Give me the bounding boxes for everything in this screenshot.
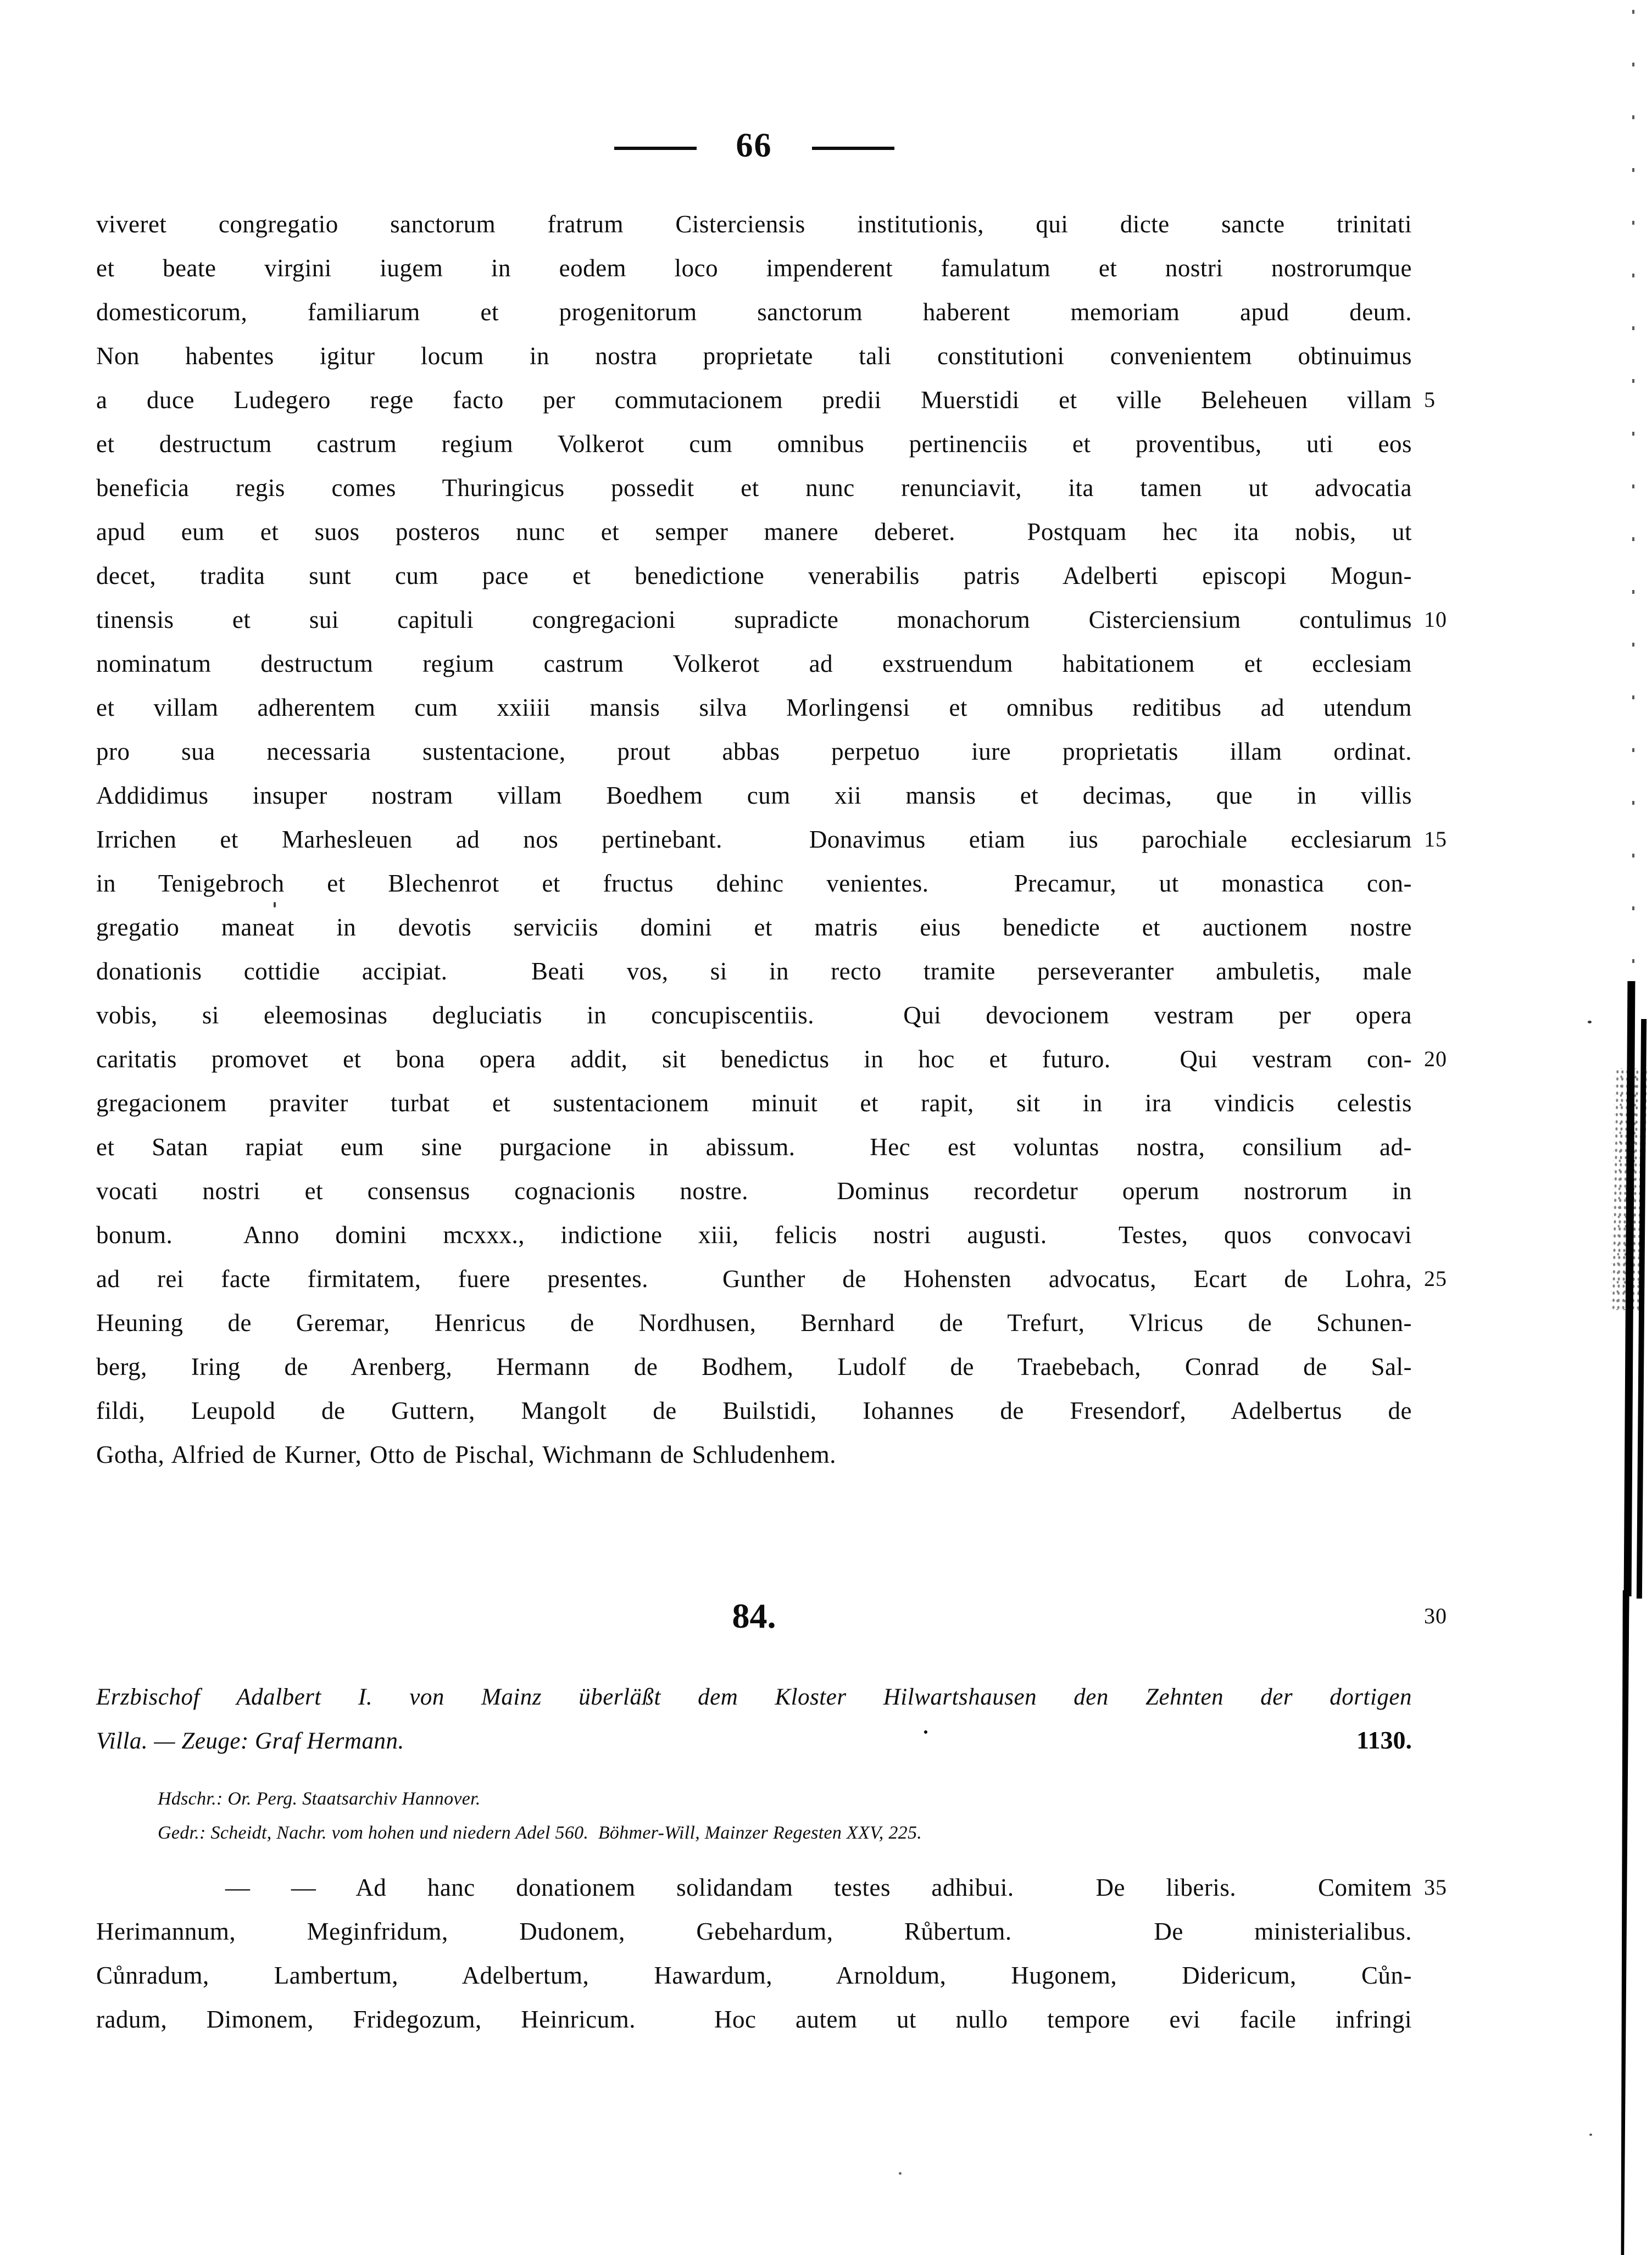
text-line-content: et beate virgini iugem in eodem loco impenderent famulatum et nostri nostrorumque	[96, 254, 1412, 282]
text-line-content: apud eum et suos posteros nunc et semper manere deberet. Postquam hec ita nobis, ut	[96, 518, 1412, 545]
text-line-content: beneficia regis comes Thuringicus possedit et nunc renunciavit, ita tamen ut advocatia	[96, 474, 1412, 502]
text-line	[96, 1389, 1412, 1433]
text-line	[96, 1866, 1447, 1909]
text-line-content: fildi, Leupold de Guttern, Mangolt de Builstidi, Iohannes de Fresendorf, Adelbertus de	[96, 1397, 1412, 1424]
text-line	[96, 598, 1447, 642]
summary-line: Erzbischof Adalbert I. von Mainz überläßt dem Kloster Hilwartshausen den Zehnten der dortigen	[96, 1684, 1412, 1710]
text-line	[96, 773, 1412, 817]
text-line-content: Heuning de Geremar, Henricus de Nordhusen, Bernhard de Trefurt, Vlricus de Schunen-	[96, 1309, 1412, 1337]
text-line	[96, 1037, 1447, 1081]
text-line	[96, 1213, 1412, 1257]
text-line	[96, 905, 1412, 949]
text-line	[96, 1909, 1412, 1953]
scan-artifact-noise	[1611, 1068, 1647, 1311]
scan-artifact-speck	[924, 1730, 927, 1734]
text-line-content: et villam adherentem cum xxiiii mansis silva Morlingensi et omnibus reditibus ad utendum	[96, 694, 1412, 721]
text-line	[96, 686, 1412, 730]
text-line	[96, 949, 1412, 993]
page-number: 66	[736, 127, 772, 164]
margin-line-number: 20	[1424, 1046, 1447, 1071]
source-line-gedruckt: Gedr.: Scheidt, Nachr. vom hohen und niedern Adel 560. Böhmer-Will, Mainzer Regesten XXV, 225.	[158, 1823, 922, 1843]
text-column	[96, 202, 1447, 2041]
text-line	[96, 466, 1412, 510]
text-line	[96, 642, 1412, 686]
summary-line: Villa. — Zeuge: Graf Hermann.	[96, 1728, 404, 1754]
summary-row	[96, 1719, 1412, 1763]
text-line-content: viveret congregatio sanctorum fratrum Cisterciensis institutionis, qui dicte sancte trinitati	[96, 210, 1412, 238]
text-line	[96, 246, 1412, 290]
text-line-content: Irrichen et Marhesleuen ad nos pertinebant. Donavimus etiam ius parochiale ecclesiarum	[96, 826, 1412, 853]
text-line-content: Gotha, Alfried de Kurner, Otto de Pischal, Wichmann de Schludenhem.	[96, 1441, 836, 1468]
text-line-content: bonum. Anno domini mcxxx., indictione xiii, felicis nostri augusti. Testes, quos convocavi	[96, 1221, 1412, 1249]
margin-line-number: 25	[1424, 1266, 1447, 1291]
text-line	[96, 510, 1412, 554]
text-line-content: caritatis promovet et bona opera addit, sit benedictus in hoc et futuro. Qui vestram con-	[96, 1045, 1412, 1073]
margin-line-number: 10	[1424, 607, 1447, 632]
text-line-content: vobis, si eleemosinas degluciatis in concupiscentiis. Qui devocionem vestram per opera	[96, 1001, 1412, 1029]
text-line-content: donationis cottidie accipiat. Beati vos, si in recto tramite perseveranter ambuletis, male	[96, 957, 1412, 985]
text-line	[96, 290, 1412, 334]
scan-artifact-speck	[899, 2172, 902, 2175]
text-line	[96, 1997, 1412, 2041]
text-line-content: et Satan rapiat eum sine purgacione in abissum. Hec est voluntas nostra, consilium ad-	[96, 1133, 1412, 1161]
entry-regest-summary	[96, 1675, 1412, 1763]
text-line-content: a duce Ludegero rege facto per commutacionem predii Muerstidi et ville Beleheuen villam	[96, 386, 1412, 414]
scan-artifact-speck	[274, 902, 276, 907]
scan-artifact-speck	[1588, 1021, 1592, 1023]
header-rule-left	[614, 147, 697, 150]
charter-83-continuation-text	[96, 202, 1447, 1477]
header-rule-right	[812, 147, 894, 150]
text-line-content: Addidimus insuper nostram villam Boedhem cum xii mansis et decimas, que in villis	[96, 782, 1412, 809]
charter-84-text	[96, 1866, 1447, 2041]
scan-artifact-streak	[1618, 1590, 1629, 2255]
margin-line-number: 35	[1424, 1875, 1447, 1900]
text-line-content: radum, Dimonem, Fridegozum, Heinricum. Hoc autem ut nullo tempore evi facile infringi	[96, 2006, 1412, 2033]
entry-number: 84.	[732, 1596, 776, 1635]
margin-line-number: 30	[1424, 1603, 1447, 1628]
text-line	[96, 1433, 1412, 1477]
text-line	[96, 334, 1412, 378]
margin-line-number: 5	[1424, 387, 1436, 412]
text-line-content: berg, Iring de Arenberg, Hermann de Bodhem, Ludolf de Traebebach, Conrad de Sal-	[96, 1353, 1412, 1380]
text-line	[96, 1345, 1412, 1389]
text-line	[96, 993, 1412, 1037]
source-line-handschrift: Hdschr.: Or. Perg. Staatsarchiv Hannover.	[158, 1789, 481, 1809]
entry-year: 1130.	[1356, 1726, 1412, 1754]
margin-line-number: 15	[1424, 827, 1447, 851]
text-line	[96, 817, 1447, 861]
text-line	[96, 554, 1412, 598]
text-line	[96, 1301, 1412, 1345]
text-line-content: — — Ad hanc donationem solidandam testes adhibui. De liberis. Comitem	[225, 1874, 1412, 1901]
text-line-content: in Tenigebroch et Blechenrot et fructus dehinc venientes. Precamur, ut monastica con-	[96, 870, 1412, 897]
text-line-content: domesticorum, familiarum et progenitorum sanctorum haberent memoriam apud deum.	[96, 298, 1412, 326]
text-line-content: et destructum castrum regium Volkerot cum omnibus pertinenciis et proventibus, uti eos	[96, 430, 1412, 458]
scan-artifact-speck	[1589, 2134, 1592, 2136]
text-line	[96, 1257, 1447, 1301]
page-header	[96, 115, 1412, 176]
text-line-content: Cůnradum, Lambertum, Adelbertum, Hawardum, Arnoldum, Hugonem, Didericum, Cůn-	[96, 1962, 1412, 1989]
text-line	[96, 378, 1436, 422]
text-line	[96, 1953, 1412, 1997]
text-line	[96, 422, 1412, 466]
text-line-content: ad rei facte firmitatem, fuere presentes. Gunther de Hohensten advocatus, Ecart de Lohra,	[96, 1265, 1412, 1293]
text-line-content: decet, tradita sunt cum pace et benedictione venerabilis patris Adelberti episcopi Mogun-	[96, 562, 1412, 589]
text-line	[96, 730, 1412, 773]
text-line	[96, 861, 1412, 905]
text-line-content: tinensis et sui capituli congregacioni supradicte monachorum Cisterciensium contulimus	[96, 606, 1412, 633]
text-line-content: vocati nostri et consensus cognacionis nostre. Dominus recordetur operum nostrorum in	[96, 1177, 1412, 1205]
text-line-content: gregatio maneat in devotis serviciis domini et matris eius benedicte et auctionem nostre	[96, 914, 1412, 941]
text-line-content: Non habentes igitur locum in nostra proprietate tali constitutioni convenientem obtinuimus	[96, 342, 1412, 370]
text-line	[96, 202, 1412, 246]
text-line-content: Herimannum, Meginfridum, Dudonem, Gebehardum, Růbertum. De ministerialibus.	[96, 1918, 1412, 1945]
text-line-content: nominatum destructum regium castrum Volkerot ad exstruendum habitationem et ecclesiam	[96, 650, 1412, 677]
scan-artifact-dotted-edge	[1632, 10, 1634, 982]
entry-heading-row	[96, 1593, 1447, 1639]
text-line-content: pro sua necessaria sustentacione, prout abbas perpetuo iure proprietatis illam ordinat.	[96, 738, 1412, 765]
text-line	[96, 1081, 1412, 1125]
text-line	[96, 1169, 1412, 1213]
text-line	[96, 1125, 1412, 1169]
source-notes	[96, 1782, 1412, 1850]
text-line-content: gregacionem praviter turbat et sustentacionem minuit et rapit, sit in ira vindicis celestis	[96, 1089, 1412, 1117]
